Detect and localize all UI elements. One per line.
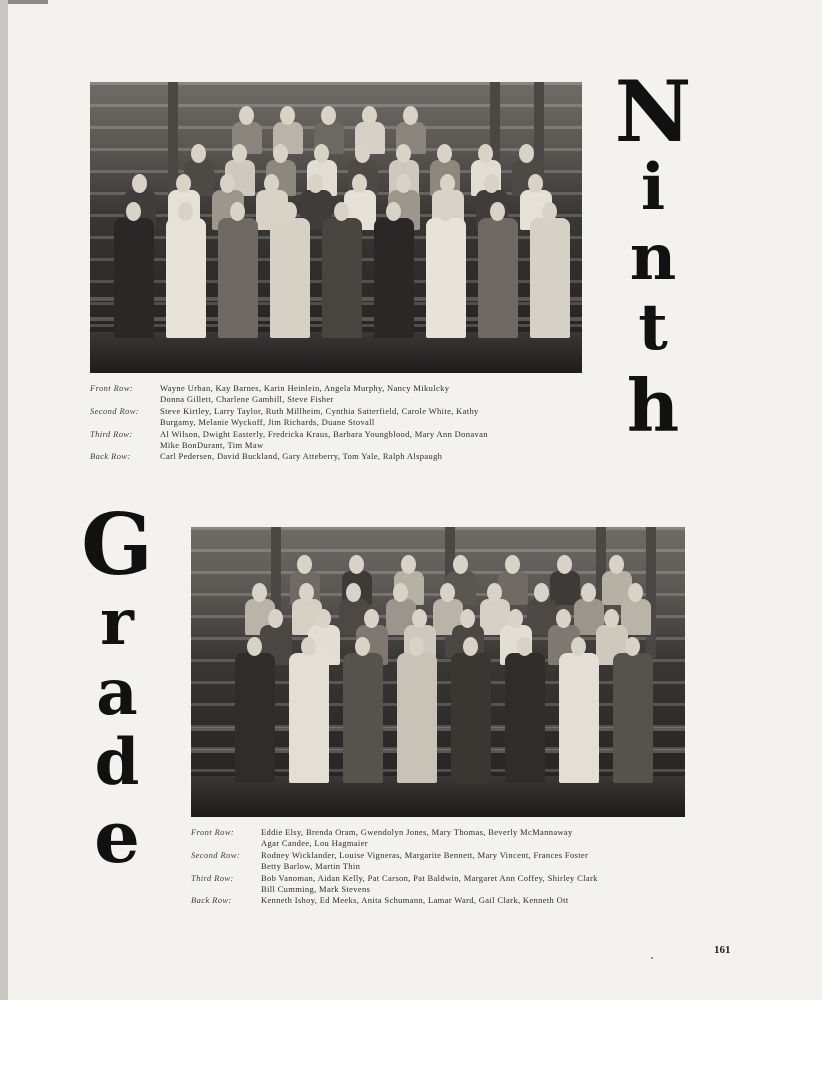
student-figure bbox=[559, 653, 599, 783]
caption-row bbox=[90, 406, 590, 417]
caption-names-continued: Agar Candee, Lou Hagmaier bbox=[261, 838, 368, 849]
student-face bbox=[321, 106, 336, 125]
caption-names: Bob Vanoman, Aidan Kelly, Pat Carson, Pat Baldwin, Margaret Ann Coffey, Shirley Clark bbox=[261, 872, 598, 883]
student-face bbox=[268, 609, 283, 628]
student-face bbox=[178, 202, 193, 221]
student-face bbox=[453, 555, 468, 574]
student-face bbox=[505, 555, 520, 574]
student-face bbox=[230, 202, 245, 221]
caption-row-label: Third Row: bbox=[90, 428, 133, 439]
student-face bbox=[352, 174, 367, 193]
title-letter: G bbox=[81, 495, 153, 594]
student-face bbox=[484, 174, 499, 193]
student-face bbox=[460, 609, 475, 628]
student-figure bbox=[426, 218, 466, 338]
title-letter: N bbox=[614, 62, 692, 161]
caption-names-continued: Betty Barlow, Martin Thin bbox=[261, 861, 361, 872]
class-photo-ninth-grade-top bbox=[90, 82, 582, 373]
student-face bbox=[264, 174, 279, 193]
student-face bbox=[437, 144, 452, 163]
student-face bbox=[316, 609, 331, 628]
student-face bbox=[528, 174, 543, 193]
student-face bbox=[362, 106, 377, 125]
student-face bbox=[308, 174, 323, 193]
title-letter: a bbox=[96, 655, 138, 730]
student-face bbox=[349, 555, 364, 574]
student-face bbox=[396, 144, 411, 163]
title-letter: n bbox=[629, 220, 677, 295]
caption-names: Wayne Urban, Kay Barnes, Karin Heinlein, Angela Murphy, Nancy Mikulcky bbox=[160, 383, 450, 393]
student-face bbox=[299, 583, 314, 602]
student-face bbox=[355, 144, 370, 163]
title-letter: d bbox=[94, 725, 140, 800]
print-speck bbox=[651, 957, 653, 959]
title-letter: i bbox=[640, 150, 666, 225]
student-face bbox=[301, 637, 316, 656]
title-letter: e bbox=[94, 794, 140, 879]
student-face bbox=[438, 202, 453, 221]
caption-row-label: Second Row: bbox=[191, 849, 241, 860]
student-face bbox=[571, 637, 586, 656]
scan-margin bbox=[0, 1000, 840, 1087]
student-face bbox=[297, 555, 312, 574]
student-face bbox=[478, 144, 493, 163]
student-face bbox=[252, 583, 267, 602]
page-corner-shadow bbox=[8, 0, 48, 4]
title-letter: r bbox=[100, 585, 134, 660]
student-face bbox=[609, 555, 624, 574]
student-face bbox=[403, 106, 418, 125]
student-figure bbox=[550, 571, 580, 605]
student-face bbox=[542, 202, 557, 221]
student-face bbox=[364, 609, 379, 628]
caption-row bbox=[90, 383, 590, 394]
student-figure bbox=[374, 218, 414, 338]
student-figure bbox=[322, 218, 362, 338]
student-face bbox=[517, 637, 532, 656]
title-word-ninth bbox=[614, 62, 692, 448]
student-face bbox=[556, 609, 571, 628]
student-face bbox=[440, 174, 455, 193]
student-face bbox=[396, 174, 411, 193]
student-figure bbox=[530, 218, 570, 338]
student-face bbox=[519, 144, 534, 163]
title-word-grade bbox=[81, 495, 153, 879]
student-face bbox=[412, 609, 427, 628]
caption-names: Kenneth Ishoy, Ed Meeks, Anita Schumann, Lamar Ward, Gail Clark, Kenneth Ott bbox=[261, 895, 569, 906]
photo-2-caption bbox=[191, 827, 701, 907]
student-face bbox=[176, 174, 191, 193]
caption-row-label: Back Row: bbox=[90, 451, 131, 462]
student-face bbox=[386, 202, 401, 221]
student-figure bbox=[397, 653, 437, 783]
student-face bbox=[440, 583, 455, 602]
student-face bbox=[273, 144, 288, 163]
student-face bbox=[132, 174, 147, 193]
page-number: 161 bbox=[714, 944, 731, 956]
student-face bbox=[604, 609, 619, 628]
caption-row bbox=[90, 429, 590, 440]
student-figure bbox=[270, 218, 310, 338]
caption-row-label: Second Row: bbox=[90, 405, 140, 416]
student-face bbox=[393, 583, 408, 602]
photo-1-caption bbox=[90, 383, 590, 463]
student-face bbox=[534, 583, 549, 602]
student-face bbox=[232, 144, 247, 163]
student-face bbox=[625, 637, 640, 656]
caption-row-label: Back Row: bbox=[191, 895, 232, 906]
student-figure bbox=[343, 653, 383, 783]
student-figure bbox=[166, 218, 206, 338]
student-figure bbox=[114, 218, 154, 338]
student-face bbox=[508, 609, 523, 628]
caption-names: Steve Kirtley, Larry Taylor, Ruth Millheim, Cynthia Satterfield, Carole White, Kathy bbox=[160, 405, 479, 416]
student-face bbox=[247, 637, 262, 656]
caption-row-label: Third Row: bbox=[191, 872, 234, 883]
student-figure bbox=[451, 653, 491, 783]
student-figure bbox=[218, 218, 258, 338]
student-figure bbox=[235, 653, 275, 783]
student-figure bbox=[613, 653, 653, 783]
caption-row bbox=[191, 850, 701, 861]
caption-row-label: Front Row: bbox=[191, 827, 235, 837]
student-face bbox=[346, 583, 361, 602]
student-face bbox=[280, 106, 295, 125]
caption-row bbox=[90, 451, 590, 462]
student-face bbox=[409, 637, 424, 656]
student-face bbox=[191, 144, 206, 163]
caption-names-continued: Donna Gillett, Charlene Gambill, Steve Fisher bbox=[160, 394, 334, 405]
student-face bbox=[401, 555, 416, 574]
student-face bbox=[581, 583, 596, 602]
caption-names-continued: Bill Cumming, Mark Stevens bbox=[261, 884, 371, 895]
caption-names: Eddie Elsy, Brenda Oram, Gwendolyn Jones, Mary Thomas, Beverly McMannaway bbox=[261, 827, 573, 837]
student-figure bbox=[478, 218, 518, 338]
student-face bbox=[355, 637, 370, 656]
caption-names: Carl Pedersen, David Buckland, Gary Atteberry, Tom Yale, Ralph Alspaugh bbox=[160, 451, 443, 462]
caption-row bbox=[191, 895, 701, 906]
student-face bbox=[463, 637, 478, 656]
student-face bbox=[220, 174, 235, 193]
class-photo-ninth-grade-bottom bbox=[191, 527, 685, 817]
student-face bbox=[557, 555, 572, 574]
caption-row bbox=[191, 873, 701, 884]
student-figure bbox=[289, 653, 329, 783]
caption-names-continued: Burgamy, Melanie Wyckoff, Jim Richards, Duane Stovall bbox=[160, 417, 375, 428]
student-face bbox=[282, 202, 297, 221]
caption-names: Al Wilson, Dwight Easterly, Fredricka Kraus, Barbara Youngblood, Mary Ann Donavan bbox=[160, 428, 488, 439]
caption-row-label: Front Row: bbox=[90, 383, 134, 393]
student-face bbox=[239, 106, 254, 125]
title-letter: h bbox=[626, 363, 680, 448]
student-face bbox=[126, 202, 141, 221]
caption-names-continued: Mike BonDurant, Tim Maw bbox=[160, 440, 264, 451]
title-letter: t bbox=[638, 290, 668, 365]
student-face bbox=[487, 583, 502, 602]
student-figure bbox=[505, 653, 545, 783]
student-face bbox=[334, 202, 349, 221]
caption-row bbox=[191, 827, 701, 838]
student-face bbox=[314, 144, 329, 163]
caption-names: Rodney Wicklander, Louise Vigneras, Margarite Bennett, Mary Vincent, Frances Foster bbox=[261, 849, 589, 860]
student-face bbox=[628, 583, 643, 602]
student-face bbox=[490, 202, 505, 221]
